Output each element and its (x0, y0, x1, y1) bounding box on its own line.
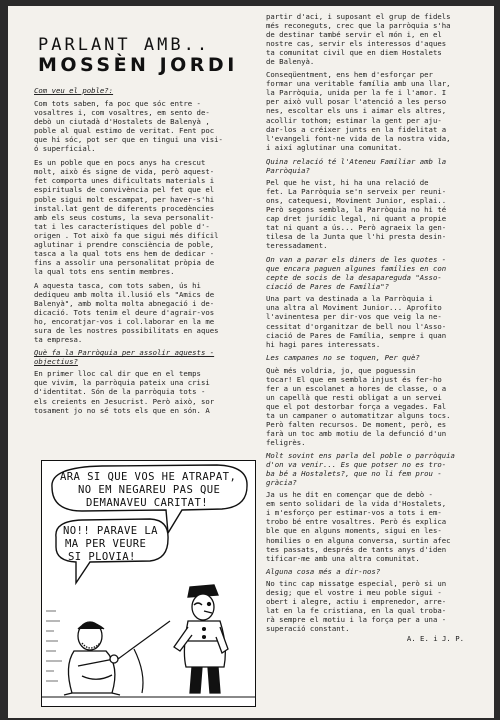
answer-6-paragraph: Ja us he dit en començar que de debò - em sento solidari de la vida d'Hostalets, i m'esforço per estimar-vos a tots i em- trobo bé entre vosaltres. Però és explica ble que en alguns moments, sigui en les- homilies o en alguna conversa, surtin afec tes passats, després de tants anys d'iden tificar-me amb una altra comunitat. (266, 490, 451, 563)
answer-5-paragraph: Què més voldria, jo, que poguessin tocar! El que em sembla injust és fer-ho fer a un escolanet a hores de classe, o a un capellà que resti obligat a un servei que el pot destorbar força a vegades. Fal ta un campaner o automatitzar alguns tocs. Però falten recursos. De moment, però, es farà un toc amb motiu de la defunció d'un feligrès. (266, 365, 451, 448)
answer-1-paragraph-2: Es un poble que en pocs anys ha crescut molt, això és signe de vida, però aquest- fet comporta unes dificultats materials i espirituals de convivència pel fet que el poble sigui molt escampat, per haver-s'hi instal.lat gent de diferents procedències amb els seus costums, la seva personalit- tat i les característiques del poble d'- origen . Tot això fa que sigui més difícil aglutinar i prendre consciència de poble, tasca a la qual tots ens hem de dedicar - fins a assolir una personalitat pròpia de la qual tots ens sentim membres. (34, 158, 219, 276)
answer-1-paragraph: Com tots saben, fa poc que sóc entre - vosaltres i, com vosaltres, em sento de- debò un ciutadà d'Hostalets de Balenyà , poble al qual estimo de veritat. Fent poc que hi sóc, pot ser que en tingui una visi- ó superficial. (34, 99, 223, 154)
bubble-1-line-2: NO EM NEGAREU PAS QUE (78, 484, 221, 496)
answer-4-paragraph: Una part va destinada a la Parròquia i una altra al Moviment Junior... Aprofito l'avinentesa per dir-vos que veig la ne- cessitat d'organitzar de bell nou l'Asso- ciació de Pares de Família, sempre i quan hi hagi pares interessats. (266, 294, 447, 349)
question-6: Molt sovint ens parla del poble o parròquia d'on va venir... Es que potser no es tro- ba bé a Hostalets?, que no li fem prou - gràcia? (266, 451, 455, 488)
question-5: Les campanes no se toquen, Per què? (266, 352, 420, 362)
umbrella-stick (118, 621, 170, 693)
comic-drawing (42, 461, 255, 706)
author-signature: A. E. i J. P. (406, 634, 464, 643)
page-title-line-2: MOSSÈN JORDI (38, 54, 238, 76)
question-2: Què fa la Parròquia per assolir aquests - objectius? (34, 348, 215, 367)
question-7: Alguna cosa més a dir-nos? (266, 566, 381, 576)
answer-2-paragraph-2: Conseqüentment, ens hem d'esforçar per formar una veritable família amb una llar, la Parròquia, unida per la fe i l'amor. I per això vull posar l'atenció a les perso nes, escoltar els uns i aimar els altres, acollir tothom; estimar la gent per aju- dar-los a créixer junts en la fidelitat a l'evangeli font-ne vida de la nostra vida, i així aglutinar una comunitat. (266, 70, 451, 152)
wall-hatching (46, 611, 62, 681)
page-title-line-1: PARLANT AMB.. (38, 35, 211, 55)
question-1: Com veu el poble?: (34, 86, 114, 95)
answer-2-paragraph: En primer lloc cal dir que en el temps que vivim, la parròquia pateix una crisi d'identitat. Són de la parròquia tots - els creients en Jesucrist. Però això, sor tosament jo no sé tots els que en són. A (34, 369, 215, 415)
comic-illustration (41, 460, 256, 707)
bubble-1-line-3: DEMANAVEU CARITAT! (86, 497, 209, 509)
bubble-2-line-1: NO!! PARAVE LA (63, 525, 158, 537)
answer-1-paragraph-3: A aquesta tasca, com tots saben, ús hi dediqueu amb molta il.lusió els "Amics de Balenyà", amb molta molta abnegació i de- dicació. Tots tenim el deure d'agrair-vos ho, encoratjar-vos i col.laborar en la me sura de les nostres possibilitats en aques ta empresa. (34, 280, 219, 345)
beggar-figure (64, 622, 120, 695)
right-column (266, 12, 494, 643)
magazine-page (8, 6, 494, 718)
answer-7-paragraph: No tinc cap missatge especial, però si un desig; que el vostre i meu poble sigui - obert i alegre, actiu i emprenedor, arre- lat en la fe cristiana, en la qual troba- rà sempre el motiu i la força per a una - superació constant. (266, 578, 447, 633)
policeman-figure (174, 585, 228, 693)
left-column (34, 36, 254, 415)
bubble-2-line-2: MA PER VEURE (65, 538, 147, 550)
bubble-2-line-3: SI PLOVIA! (68, 551, 136, 563)
answer-3-paragraph: Pel que he vist, hi ha una relació de fet. La Parròquia se'n serveix per reuni- ons, catequesi, Moviment Junior, esplai.. Però segons sembla, la Parròquia no hi té cap dret jurídic legal, ni quant a propie tat ni quant a ús... Però agraeix la gen- tilesa de la Junta que l'hi presta desin- teressadament. (266, 177, 447, 251)
question-3: Quina relació té l'Ateneu Familiar amb la Parròquia? (266, 156, 447, 175)
bubble-1-line-1: ARA SI QUE VOS HE ATRAPAT, (60, 471, 237, 483)
question-4: On van a parar els diners de les quotes - que encara paguen algunes famílies en con cepte de socis de la desapareguda "Asso- ciació de Pares de Família"? (266, 255, 447, 292)
answer-2-continued: partir d'aci, i suposant el grup de fidels més reconeguts, crec que la parròquia s'ha de destinar també servir el món i, en el nostre cas, servir els interessos d'aques ta comunitat civil que en diem Hostalets de Balenyà. (266, 12, 451, 67)
